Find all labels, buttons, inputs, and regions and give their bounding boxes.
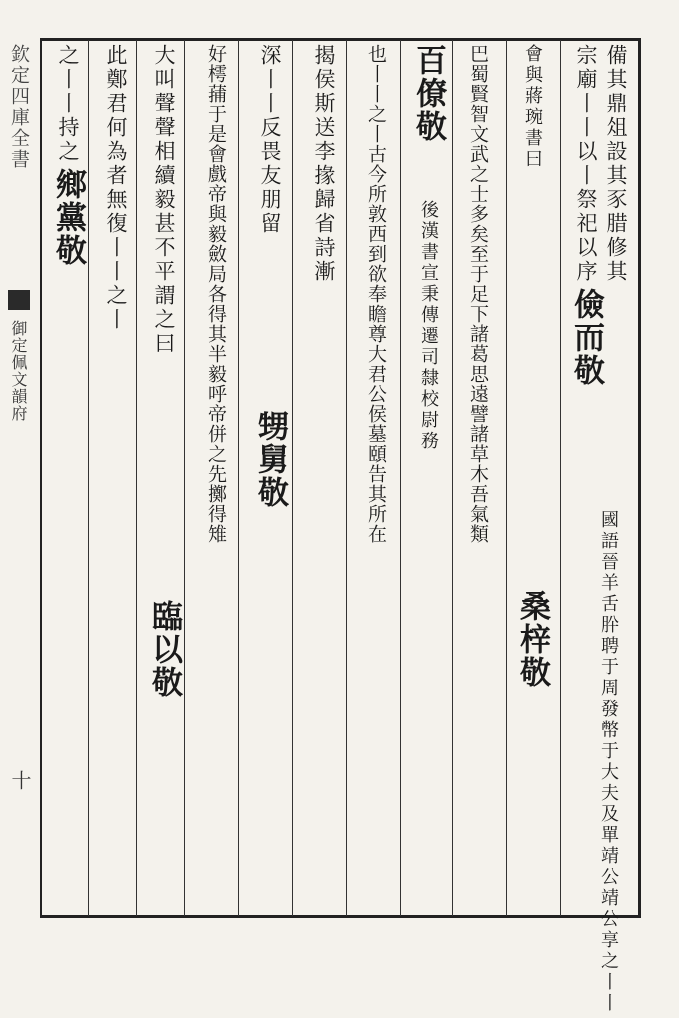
- entry-heading: 臨以敬: [146, 600, 182, 699]
- entry-heading: 儉而敬: [568, 288, 604, 387]
- column-text: 之丨丨持之: [56, 44, 80, 164]
- column-rule: [400, 40, 401, 916]
- column-text: 大叫聲聲相續毅甚不平謂之曰: [152, 44, 176, 356]
- text-column: [454, 44, 502, 544]
- column-text: 備其鼎俎設其豕腊修其: [604, 44, 628, 284]
- text-column: [140, 44, 188, 356]
- fish-tail-mark: [8, 290, 30, 310]
- column-text: 也丨丨之丨古今所敦西到欲奉瞻尊大君公侯墓頤告其所在: [365, 44, 387, 544]
- text-column: [508, 590, 556, 693]
- text-column: [246, 410, 294, 513]
- column-rule: [560, 40, 561, 916]
- column-rule: [506, 40, 507, 916]
- annotation-text: 會與蔣琬書曰: [522, 44, 543, 170]
- margin-column: [0, 44, 38, 170]
- book-subtitle: 御定佩文韻府: [9, 320, 28, 422]
- entry-heading: 鄉黨敬: [50, 168, 86, 267]
- column-text: 好樗蒱于是會戲帝與毅斂局各得其半毅呼帝併之先擲得雉: [205, 44, 227, 544]
- column-text: 巴蜀賢智文武之士多矣至于足下諸葛思遠譬諸草木吾氣類: [467, 44, 489, 544]
- text-column: [246, 44, 294, 240]
- text-column: [404, 44, 452, 147]
- entry-heading: 桑梓敬: [514, 590, 550, 689]
- frame-bottom-rule: [40, 915, 640, 918]
- text-column: [92, 44, 140, 332]
- annotation-column: [584, 510, 632, 1018]
- column-rule: [452, 40, 453, 916]
- text-column: [508, 44, 556, 174]
- text-column: [300, 44, 348, 284]
- annotation-text: 國語晉羊舌肸聘于周發幣于大夫及單靖公靖公享之丨丨: [598, 510, 619, 1014]
- text-column: [140, 600, 188, 703]
- text-column: [192, 44, 240, 544]
- frame-top-rule: [40, 38, 640, 41]
- text-column: [352, 44, 400, 544]
- frame-left-rule: [40, 38, 42, 918]
- entry-heading: 百僚敬: [410, 44, 446, 143]
- text-column: [44, 44, 92, 271]
- annotation-text: 後漢書宣秉傳遷司隸校尉務: [418, 200, 439, 452]
- column-text: 此鄭君何為者無復丨丨之丨: [104, 44, 128, 332]
- book-title: 欽定四庫全書: [8, 44, 30, 170]
- entry-heading: 甥舅敬: [252, 410, 288, 509]
- column-text: 深丨丨反畏友朋留: [258, 44, 282, 236]
- page-number: 十: [8, 770, 32, 790]
- text-column: [562, 44, 610, 391]
- column-text: 揭侯斯送李掾歸省詩漸: [312, 44, 336, 284]
- annotation-column: [404, 200, 452, 456]
- column-text: 宗廟丨丨以丨祭祀以序: [574, 44, 598, 284]
